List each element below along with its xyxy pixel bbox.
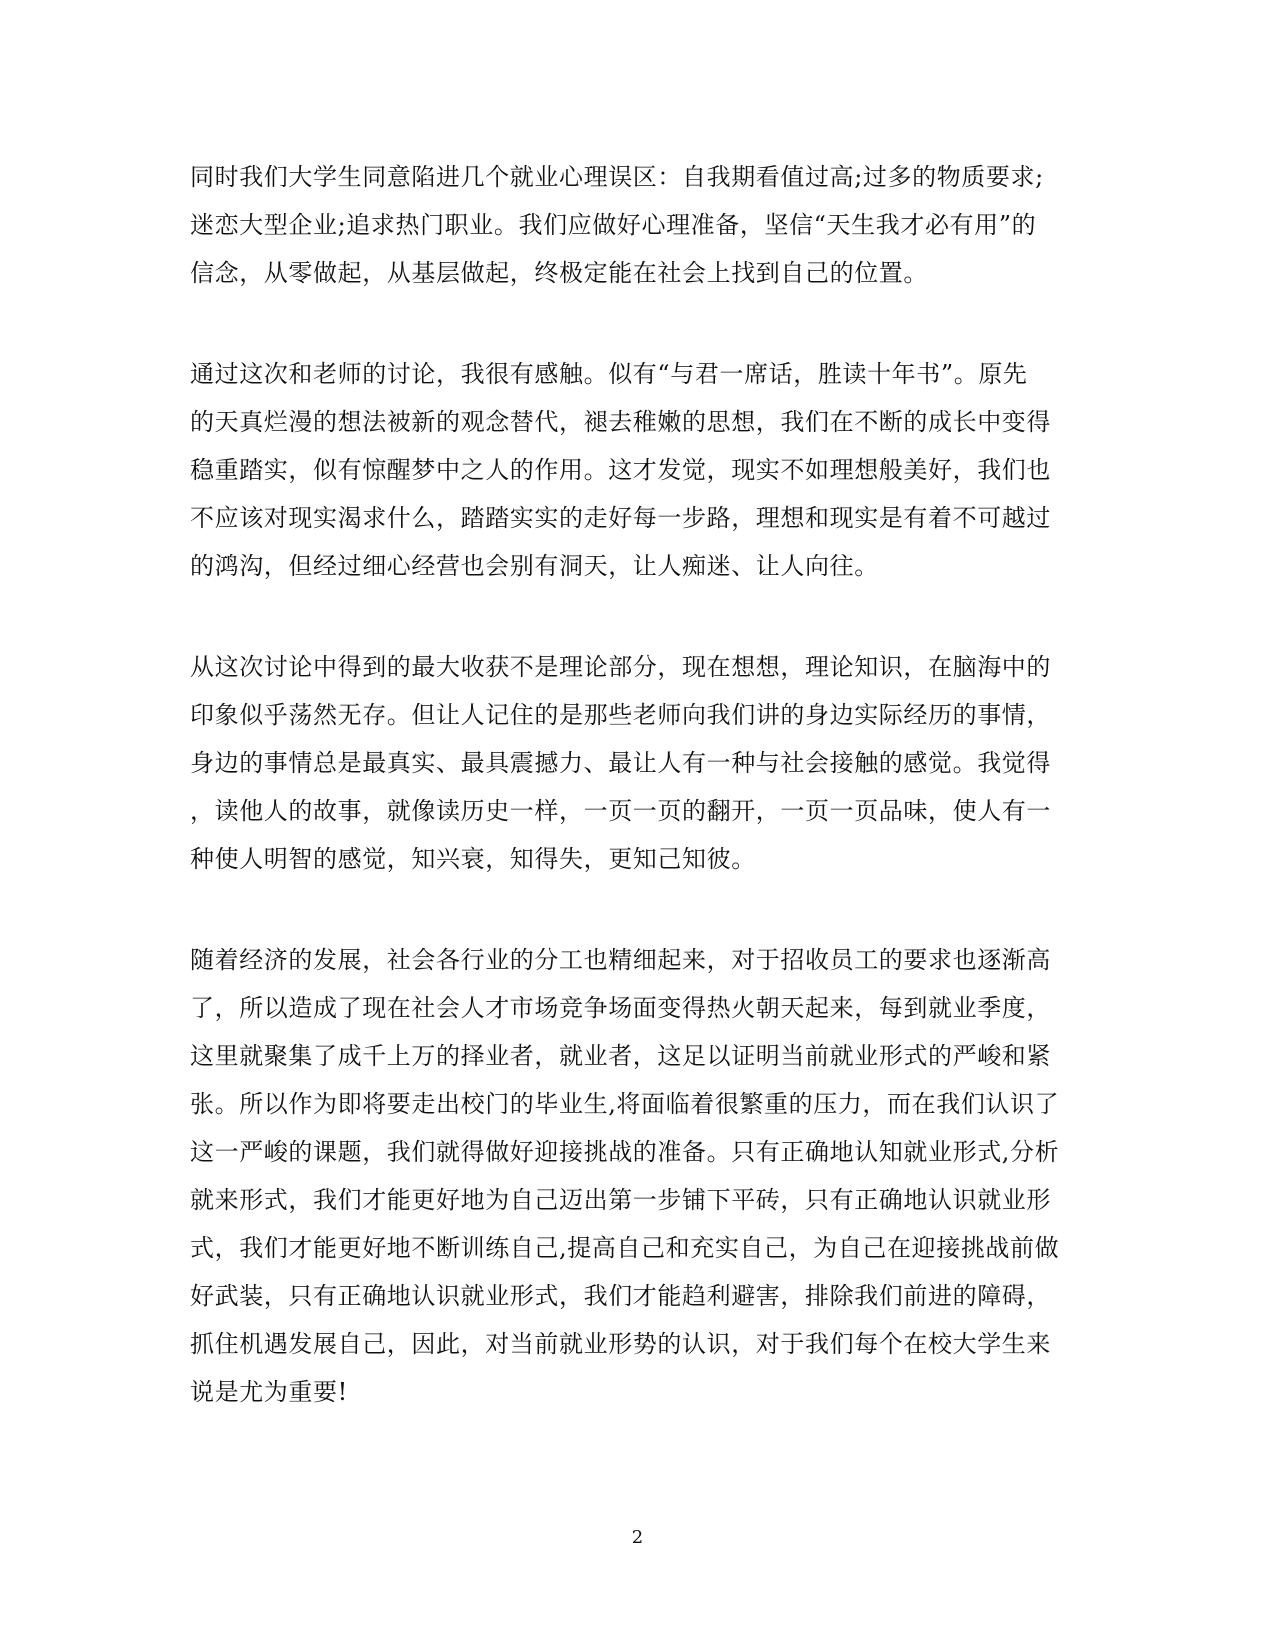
text-line: 张。所以作为即将要走出校门的毕业生,将面临着很繁重的压力，而在我们认识了 xyxy=(190,1090,1060,1118)
text-line: 信念，从零做起，从基层做起，终极定能在社会上找到自己的位置。 xyxy=(190,259,928,287)
text-line: ，读他人的故事，就像读历史一样，一页一页的翻开，一页一页品味，使人有一 xyxy=(190,797,1051,825)
text-line: 通过这次和老师的讨论，我很有感触。似有“与君一席话，胜读十年书”。原先 xyxy=(190,360,1028,388)
text-line: 抓住机遇发展自己，因此，对当前就业形势的认识，对于我们每个在校大学生来 xyxy=(190,1330,1051,1358)
text-line: 从这次讨论中得到的最大收获不是理论部分，现在想想，理论知识，在脑海中的 xyxy=(190,653,1051,681)
paragraph-4 xyxy=(190,936,1090,1416)
text-line: 同时我们大学生同意陷进几个就业心理误区：自我期看值过高;过多的物质要求; xyxy=(190,163,1044,191)
text-line: 身边的事情总是最真实、最具震撼力、最让人有一种与社会接触的感觉。我觉得 xyxy=(190,749,1051,777)
text-line: 的天真烂漫的想法被新的观念替代，褪去稚嫩的思想，我们在不断的成长中变得 xyxy=(190,408,1051,436)
text-line: 迷恋大型企业;追求热门职业。我们应做好心理准备，坚信“天生我才必有用”的 xyxy=(190,211,1037,239)
text-line: 种使人明智的感觉，知兴衰，知得失，更知己知彼。 xyxy=(190,845,756,873)
paragraph-1 xyxy=(190,153,1090,297)
text-line: 这一严峻的课题，我们就得做好迎接挑战的准备。只有正确地认知就业形式,分析 xyxy=(190,1138,1060,1166)
page-number: 2 xyxy=(631,1527,644,1548)
text-line: 不应该对现实渴求什么，踏踏实实的走好每一步路，理想和现实是有着不可越过 xyxy=(190,504,1051,532)
text-line: 式，我们才能更好地不断训练自己,提高自己和充实自己，为自己在迎接挑战前做 xyxy=(190,1234,1060,1262)
text-line: 稳重踏实，似有惊醒梦中之人的作用。这才发觉，现实不如理想般美好，我们也 xyxy=(190,456,1051,484)
text-line: 好武装，只有正确地认识就业形式，我们才能趋利避害，排除我们前进的障碍， xyxy=(190,1282,1051,1310)
text-line: 就来形式，我们才能更好地为自己迈出第一步铺下平砖，只有正确地认识就业形 xyxy=(190,1186,1051,1214)
text-line: 随着经济的发展，社会各行业的分工也精细起来，对于招收员工的要求也逐渐高 xyxy=(190,946,1051,974)
text-line: 这里就聚集了成千上万的择业者，就业者，这足以证明当前就业形式的严峻和紧 xyxy=(190,1042,1051,1070)
text-line: 印象似乎荡然无存。但让人记住的是那些老师向我们讲的身边实际经历的事情， xyxy=(190,701,1051,729)
paragraph-3 xyxy=(190,643,1090,883)
text-line: 了，所以造成了现在社会人才市场竞争场面变得热火朝天起来，每到就业季度， xyxy=(190,994,1051,1022)
text-line: 说是尤为重要! xyxy=(190,1378,348,1406)
paragraph-2 xyxy=(190,350,1090,590)
text-line: 的鸿沟，但经过细心经营也会别有洞天，让人痴迷、让人向往。 xyxy=(190,552,879,580)
